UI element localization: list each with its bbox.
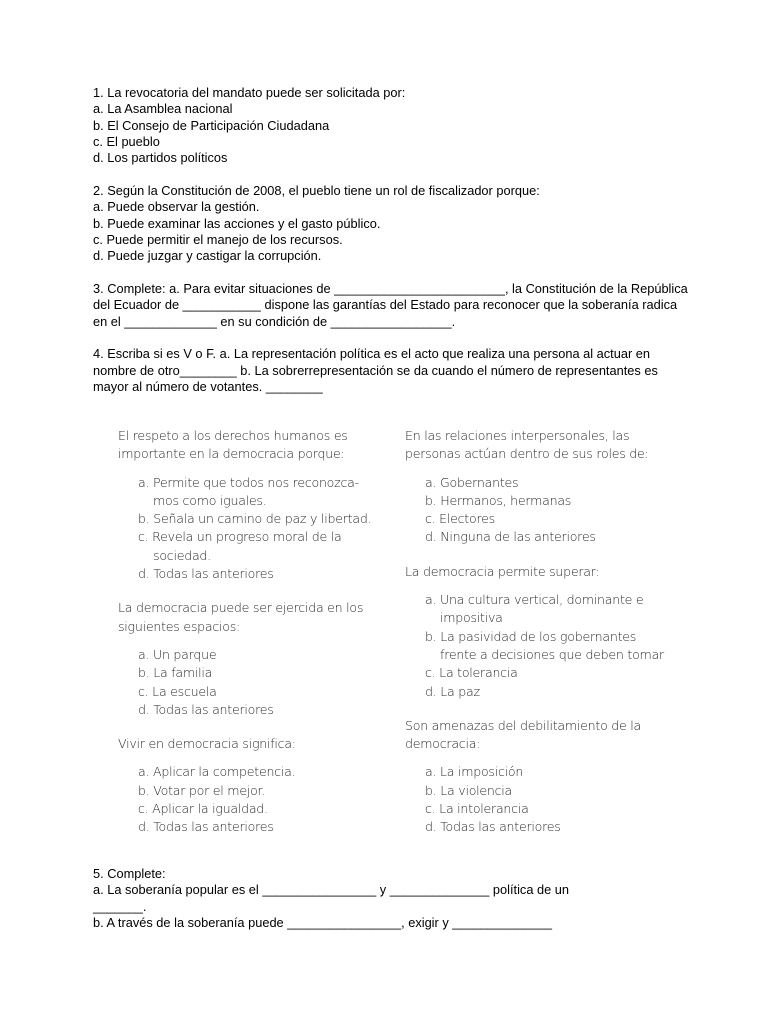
option-item: a. Permite que todos nos reconozca- [138,474,359,490]
option-item: b. Votar por el mejor. [138,782,266,798]
option-item: d. Todas las anteriores [425,819,561,835]
question-1-option-d: d. Los partidos políticos [93,150,228,166]
option-item: c. Aplicar la igualdad. [138,801,268,817]
question-text [118,599,368,636]
right-column [405,427,664,853]
option-item: a. Gobernantes [425,474,519,490]
question-text [118,735,368,753]
question-3-line-3: en el _____________ en su condición de _________________. [93,313,456,329]
question-5 [93,866,693,931]
option-list [118,474,372,584]
question-4-line-2: nombre de otro________ b. La sobrerrepresentación se da cuando el número de representantes es [93,362,658,378]
question-5-line-b: b. A través de la soberanía puede ________________, exigir y ______________ [93,914,552,930]
question-2-stem: 2. Según la Constitución de 2008, el pueblo tiene un rol de fiscalizador porque: [93,182,540,198]
question-line: El respeto a los derechos humanos es [118,428,348,443]
option-list [405,591,664,701]
option-item: d. Todas las anteriores [138,819,274,835]
question-5-line-a: a. La soberanía popular es el ________________ y ______________ política de un [93,882,570,898]
question-2-option-b: b. Puede examinar las acciones y el gasto público. [93,215,381,231]
question-3-line-2: del Ecuador de ___________ dispone las garantías del Estado para reconocer que la soberanía radica [93,297,678,313]
question-1-option-c: c. El pueblo [93,133,160,149]
left-column [118,427,372,853]
question-1 [93,85,693,166]
option-item: c. Revela un progreso moral de la [138,529,342,545]
option-list [405,763,655,836]
question-line: La democracia permite superar: [405,563,600,579]
question-line: importante en la democracia porque: [118,446,345,462]
option-list [118,646,368,719]
right-question-2 [405,563,664,701]
question-4 [93,346,693,395]
option-item: mos como iguales. [138,492,267,508]
option-item: a. La imposición [425,764,524,780]
question-line: La democracia puede ser ejercida en los [118,600,364,616]
question-1-option-b: b. El Consejo de Participación Ciudadana [93,117,330,133]
question-text [405,563,655,581]
question-text [118,427,368,464]
option-item: sociedad. [138,547,211,563]
option-item: b. Señala un camino de paz y libertad. [138,511,372,527]
option-item: a. Aplicar la competencia. [138,764,296,780]
option-item: frente a decisiones que deben tomar [425,646,664,662]
question-4-line-3: mayor al número de votantes. ________ [93,378,323,394]
option-item: impositiva [425,610,503,626]
question-5-stem: 5. Complete: [93,866,166,881]
question-line: siguientes espacios: [118,618,241,634]
option-item: d. Ninguna de las anteriores [425,529,596,545]
question-5-line-a-cont: _______. [93,898,147,914]
question-2-option-d: d. Puede juzgar y castigar la corrupción. [93,248,322,264]
option-item: c. La escuela [138,683,217,699]
question-3-line-1: 3. Complete: a. Para evitar situaciones de ________________________, la Constitución de la República [93,280,688,296]
option-list [118,763,368,836]
question-1-stem: 1. La revocatoria del mandato puede ser solicitada por: [93,85,406,100]
option-item: b. Hermanos, hermanas [425,492,572,508]
option-item: b. La familia [138,665,213,681]
option-item: b. La violencia [425,782,513,798]
left-question-2 [118,599,368,719]
question-line: Son amenazas del debilitamiento de la [405,717,641,733]
questions-top [93,85,693,412]
option-item: c. Electores [425,511,495,527]
question-text [405,427,655,464]
question-2 [93,183,693,264]
question-3 [93,281,693,330]
question-2-option-a: a. Puede observar la gestión. [93,199,260,215]
option-item: c. La tolerancia [425,665,518,681]
option-item: a. Un parque [138,646,217,662]
option-item: c. La intolerancia [425,801,529,817]
option-item: b. La pasividad de los gobernantes [425,628,637,644]
question-2-option-c: c. Puede permitir el manejo de los recursos. [93,231,343,247]
question-line: En las relaciones interpersonales, las [405,428,630,443]
question-4-line-1: 4. Escriba si es V o F. a. La representación política es el acto que realiza una persona al actuar en [93,346,650,362]
right-question-1 [405,427,655,547]
left-question-3 [118,735,368,836]
right-question-3 [405,717,655,837]
question-1-option-a: a. La Asamblea nacional [93,101,233,117]
option-item: a. Una cultura vertical, dominante e [425,592,644,608]
option-item: d. Todas las anteriores [138,566,274,582]
question-text [405,717,655,754]
left-question-1 [118,427,372,583]
question-line: democracia: [405,736,481,752]
option-item: d. Todas las anteriores [138,701,274,717]
question-line: Vivir en democracia significa: [118,736,296,752]
option-list [405,474,655,547]
question-line: personas actúan dentro de sus roles de: [405,446,649,462]
option-item: d. La paz [425,683,480,699]
